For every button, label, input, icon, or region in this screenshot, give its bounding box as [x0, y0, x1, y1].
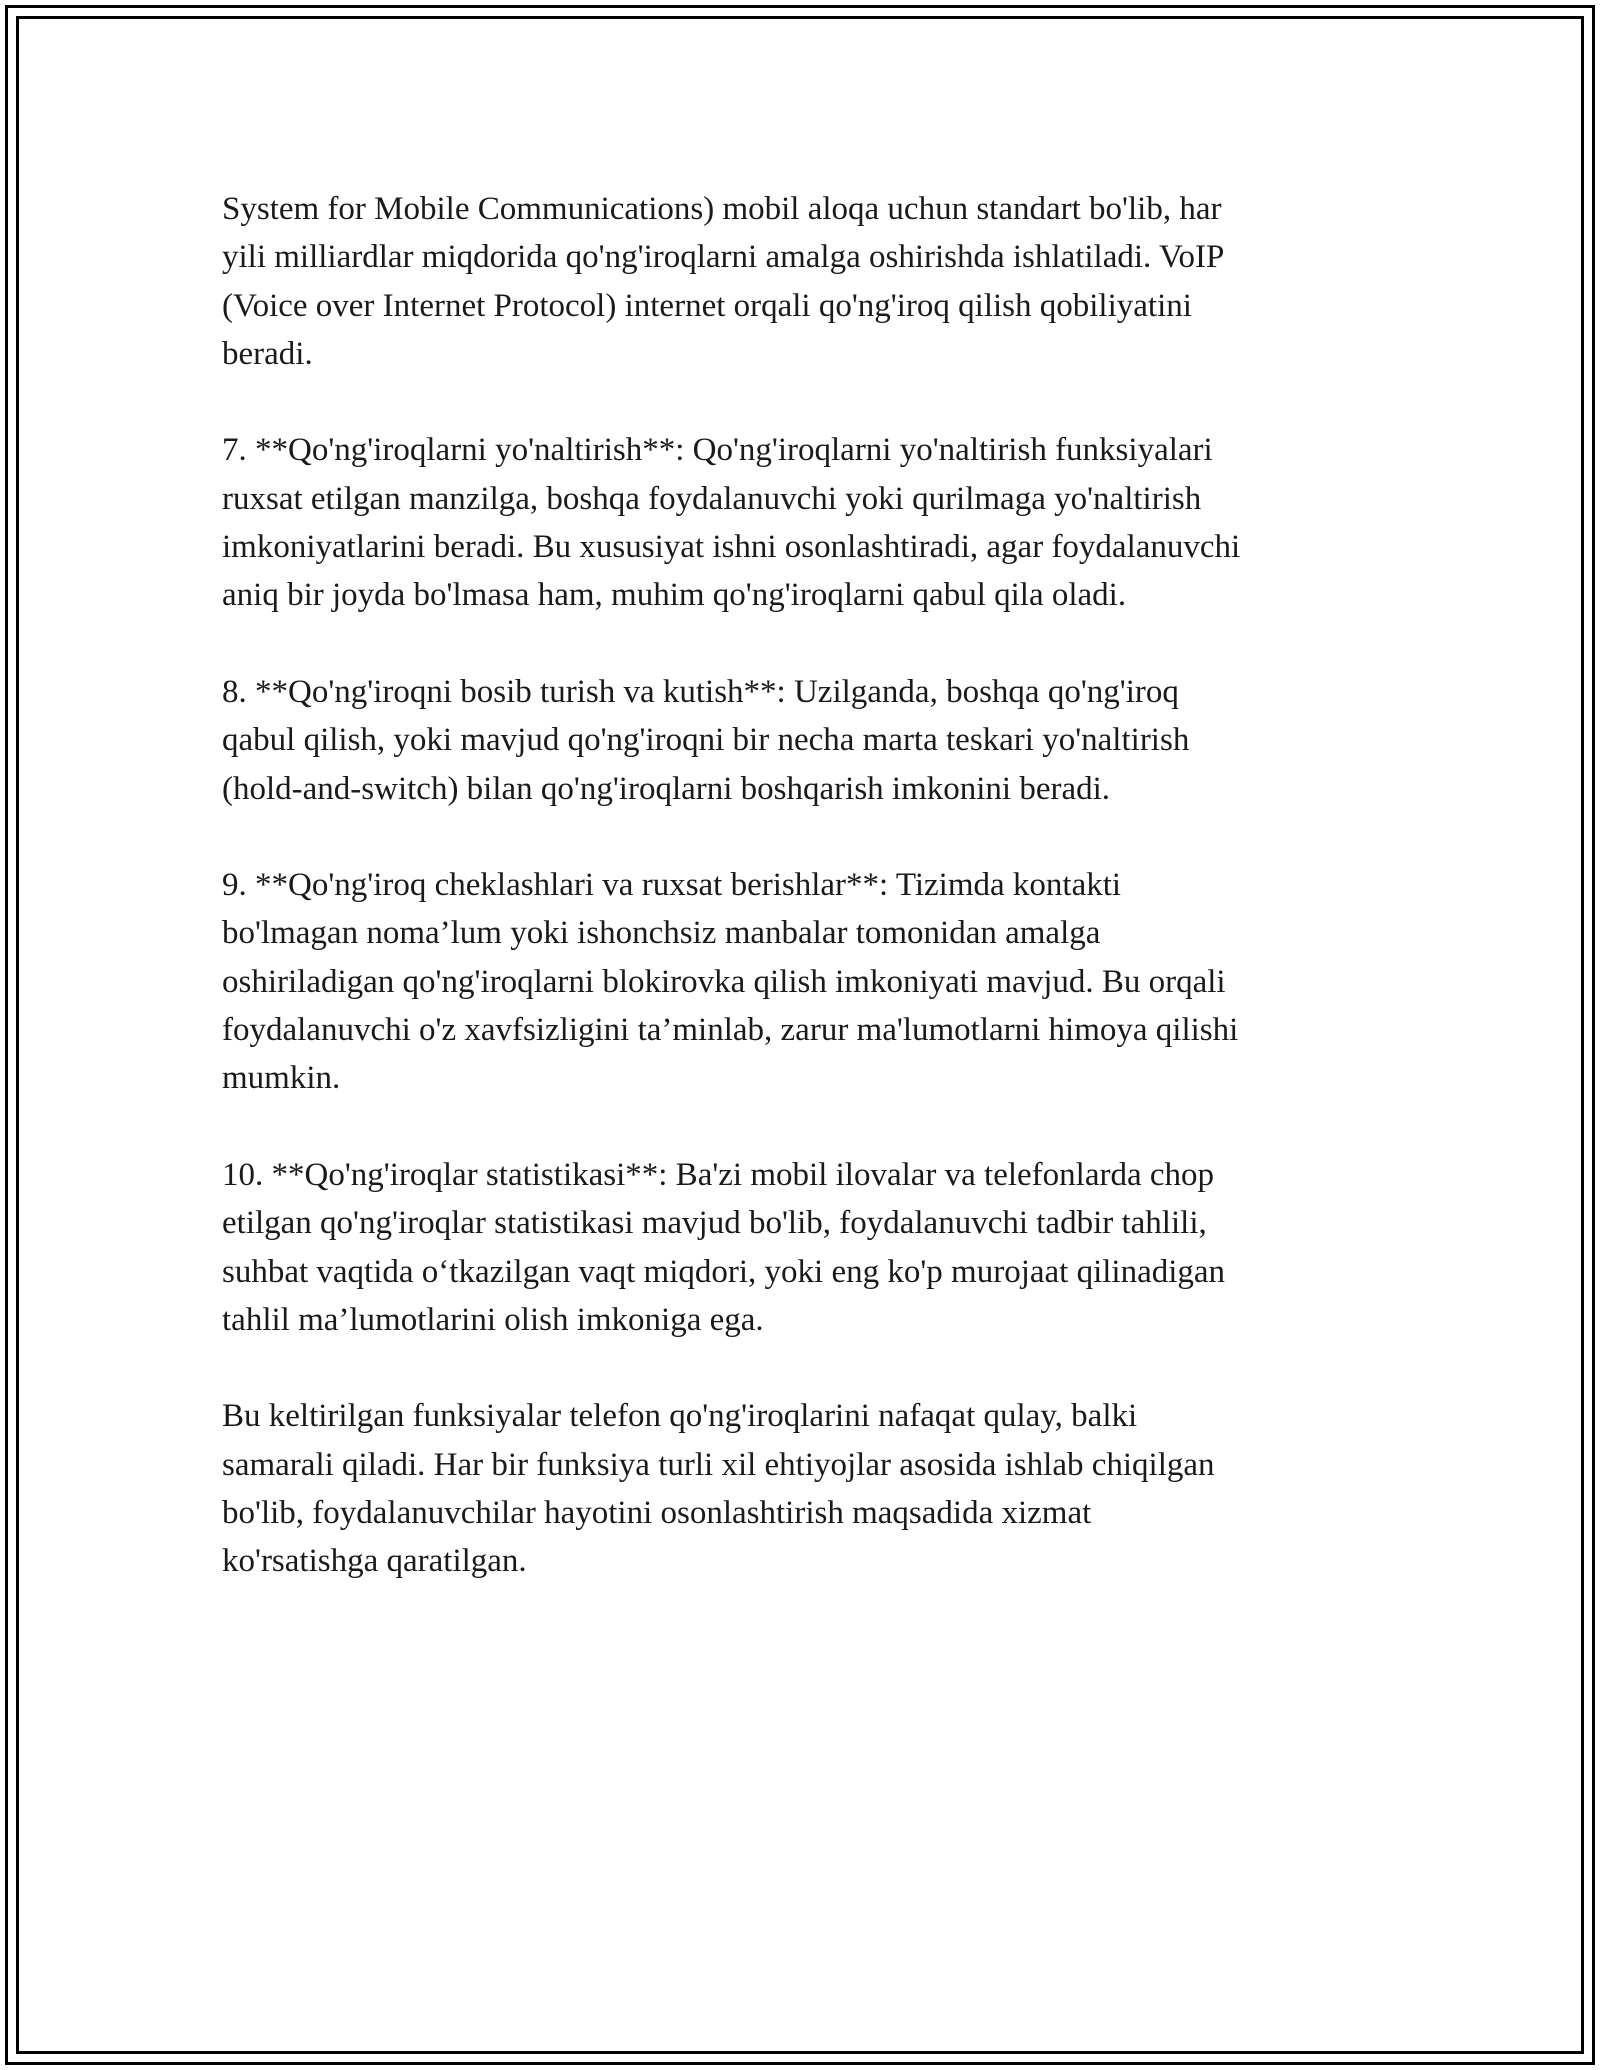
paragraph-call-statistics: 10. **Qo'ng'iroqlar statistikasi**: Ba'zi mobil ilovalar va telefonlarda chop etilgan qo'ng'iroqlar statistikasi mavjud bo'lib, foydalanuvchi tadbir tahlili, suhbat vaqtida o‘tkazilgan vaqt miqdori, yoki eng ko'p murojaat qilinadigan tahlil ma’lumotlarini olish imkoniga ega. — [222, 1156, 1226, 1338]
paragraph-continuation: System for Mobile Communications) mobil aloqa uchun standart bo'lib, har yili milliardlar miqdorida qo'ng'iroqlarni amalga oshirishda ishlatiladi. VoIP (Voice over Internet Protocol) internet orqali qo'ng'iroq qilish qobiliyatini beradi. — [222, 191, 1225, 372]
paragraph-conclusion: Bu keltirilgan funksiyalar telefon qo'ng'iroqlarini nafaqat qulay, balki samarali qiladi. Har bir funksiya turli xil ehtiyojlar asosida ishlab chiqilgan bo'lib, foydalanuvchilar hayotini osonlashtirish maqsadida xizmat ko'rsatishga qaratilgan. — [222, 1398, 1215, 1580]
paragraph-call-restrictions: 9. **Qo'ng'iroq cheklashlari va ruxsat berishlar**: Tizimda kontakti bo'lmagan noma’lum yoki ishonchsiz manbalar tomonidan amalga oshiriladigan qo'ng'iroqlarni blokirovka qilish imkoniyati mavjud. Bu orqali foydalanuvchi o'z xavfsizligini ta’minlab, zarur ma'lumotlarni himoya qilishi mumkin. — [222, 867, 1239, 1097]
document-body — [222, 185, 1382, 1586]
paragraph-call-forwarding: 7. **Qo'ng'iroqlarni yo'naltirish**: Qo'ng'iroqlarni yo'naltirish funksiyalari ruxsat etilgan manzilga, boshqa foydalanuvchi yoki qurilmaga yo'naltirish imkoniyatlarini beradi. Bu xususiyat ishni osonlashtiradi, agar foydalanuvchi aniq bir joyda bo'lmasa ham, muhim qo'ng'iroqlarni qabul qila oladi. — [222, 432, 1241, 614]
paragraph-call-hold: 8. **Qo'ng'iroqni bosib turish va kutish**: Uzilganda, boshqa qo'ng'iroq qabul qilish, yoki mavjud qo'ng'iroqni bir necha marta teskari yo'naltirish (hold-and-switch) bilan qo'ng'iroqlarni boshqarish imkonini beradi. — [222, 673, 1190, 807]
